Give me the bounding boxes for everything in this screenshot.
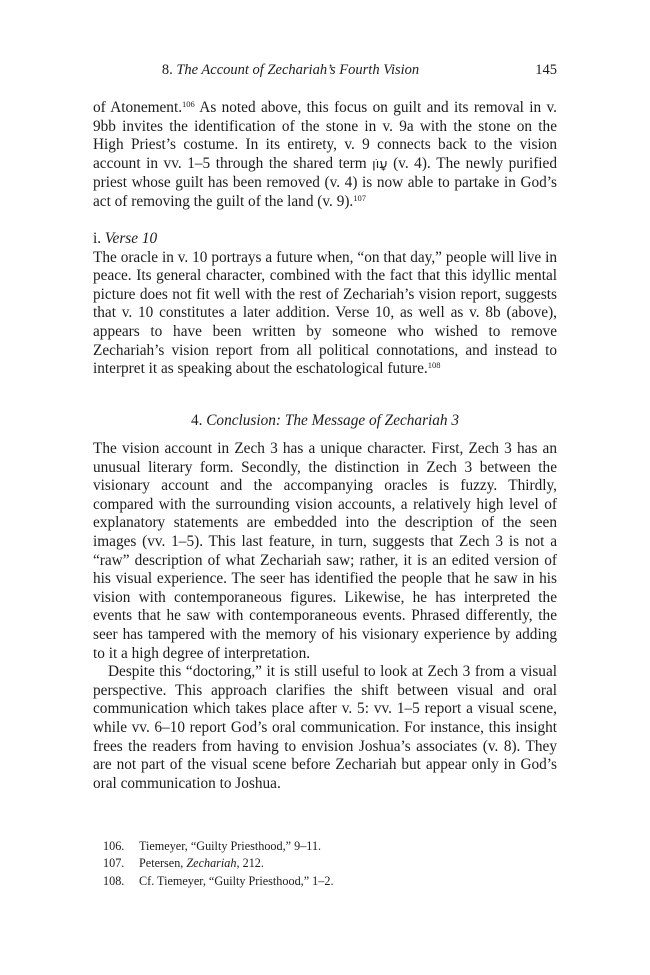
running-head-title [93, 62, 488, 79]
footnote-ref-107: 107 [353, 192, 367, 203]
footnote-number: 106. [103, 839, 125, 853]
body-paragraph-2 [93, 249, 557, 379]
footnote-107 [93, 855, 557, 872]
footnotes [93, 838, 557, 890]
body-paragraph-1 [93, 99, 557, 212]
footnote-ref-106: 106 [182, 99, 195, 109]
body-paragraph-4: Despite this “doctoring,” it is still useful to look at Zech 3 from a visual perspective. This approach clarifies the shift between visual and oral communication which takes place after v. 5: vv. 1–5 report a visual scene, while vv. 6–10 report God’s oral communication. For instance, this insight frees the readers from having to envision Joshua’s associates (v. 8). They are not part of the visual scene before Zechariah but appear only in God’s oral communication to Joshua. [93, 663, 557, 792]
footnote-text-part: Petersen, [139, 856, 187, 871]
footnote-number: 107. [103, 856, 125, 871]
paragraph-text: (v. 4). The newly purified priest whose guilt has been removed (v. 4) is now able to partake in God’s act of removing the guilt of the land (v. 9). [93, 154, 557, 210]
subsection-heading [93, 230, 557, 249]
subsection-block [93, 230, 557, 379]
footnote-text-part: , 212. [236, 856, 264, 871]
footnote-text [139, 873, 334, 890]
section-title: Conclusion: The Message of Zechariah 3 [206, 412, 460, 429]
paragraph-text: of Atonement. [93, 99, 183, 116]
footnote-text-part: Tiemeyer, “Guilty Priesthood,” 9–11. [139, 839, 322, 853]
conclusion-text [93, 440, 557, 793]
chapter-number: 8. [161, 62, 173, 78]
footnote-number: 108. [103, 873, 125, 888]
hebrew-term: עָוֹן [372, 156, 388, 172]
footnote-text-part: Cf. Tiemeyer, “Guilty Priesthood,” 1–2. [139, 873, 334, 888]
page-number: 145 [535, 62, 557, 78]
running-head [93, 62, 557, 82]
subsection-title: Verse 10 [104, 230, 158, 247]
body-paragraph-3: The vision account in Zech 3 has a unique character. First, Zech 3 has an unusual literary form. Secondly, the distinction in Zech 3 between the visionary account and the accompanying oracles is fuzzy. Thirdly, compared with the surrounding vision accounts, a relatively high level of explanatory statements are embedded into the description of the seen images (vv. 1–5). This last feature, in turn, suggests that Zech 3 is not a “raw” description of what Zechariah saw; rather, it is an edited version of his visual experience. The seer has identified the people that he saw in his vision with contemporaneous figures. Likewise, he has interpreted the events that he saw with contemporaneous events. Phrased differently, the seer has tampered with the memory of his visionary experience by adding to it a high degree of interpretation. [93, 440, 557, 662]
subsection-marker: i. [93, 230, 105, 247]
footnote-ref-108: 108 [427, 360, 441, 371]
section-number: 4. [190, 412, 207, 429]
paragraph-text: The oracle in v. 10 portrays a future when, “on that day,” people will live in peace. Its general character, combined with the fact that this idyllic mental picture does not fit well with the rest of Zechariah’s vision report, suggests that v. 10 constitutes a later addition. Verse 10, as well as v. 8b (above), appears to have been written by someone who wished to remove Zechariah’s vision report from all political connotations, and instead to interpret it as speaking about the eschatological future. [93, 248, 557, 378]
chapter-title: The Account of Zechariah’s Fourth Vision [176, 62, 420, 78]
footnote-italic-title: Zechariah [186, 856, 237, 871]
section-heading [93, 412, 557, 430]
footnote-text [139, 838, 321, 855]
footnote-106 [93, 838, 557, 855]
footnote-108 [93, 873, 557, 890]
footnote-text [139, 855, 264, 872]
paragraph-text: As noted above, this focus on guilt and its removal in v. 9bb invites the identification of the stone in v. 9a with the stone on the High Priest’s costume. In its entirety, v. 9 connects back to the vision account in vv. 1–5 through the shared term [93, 99, 557, 172]
